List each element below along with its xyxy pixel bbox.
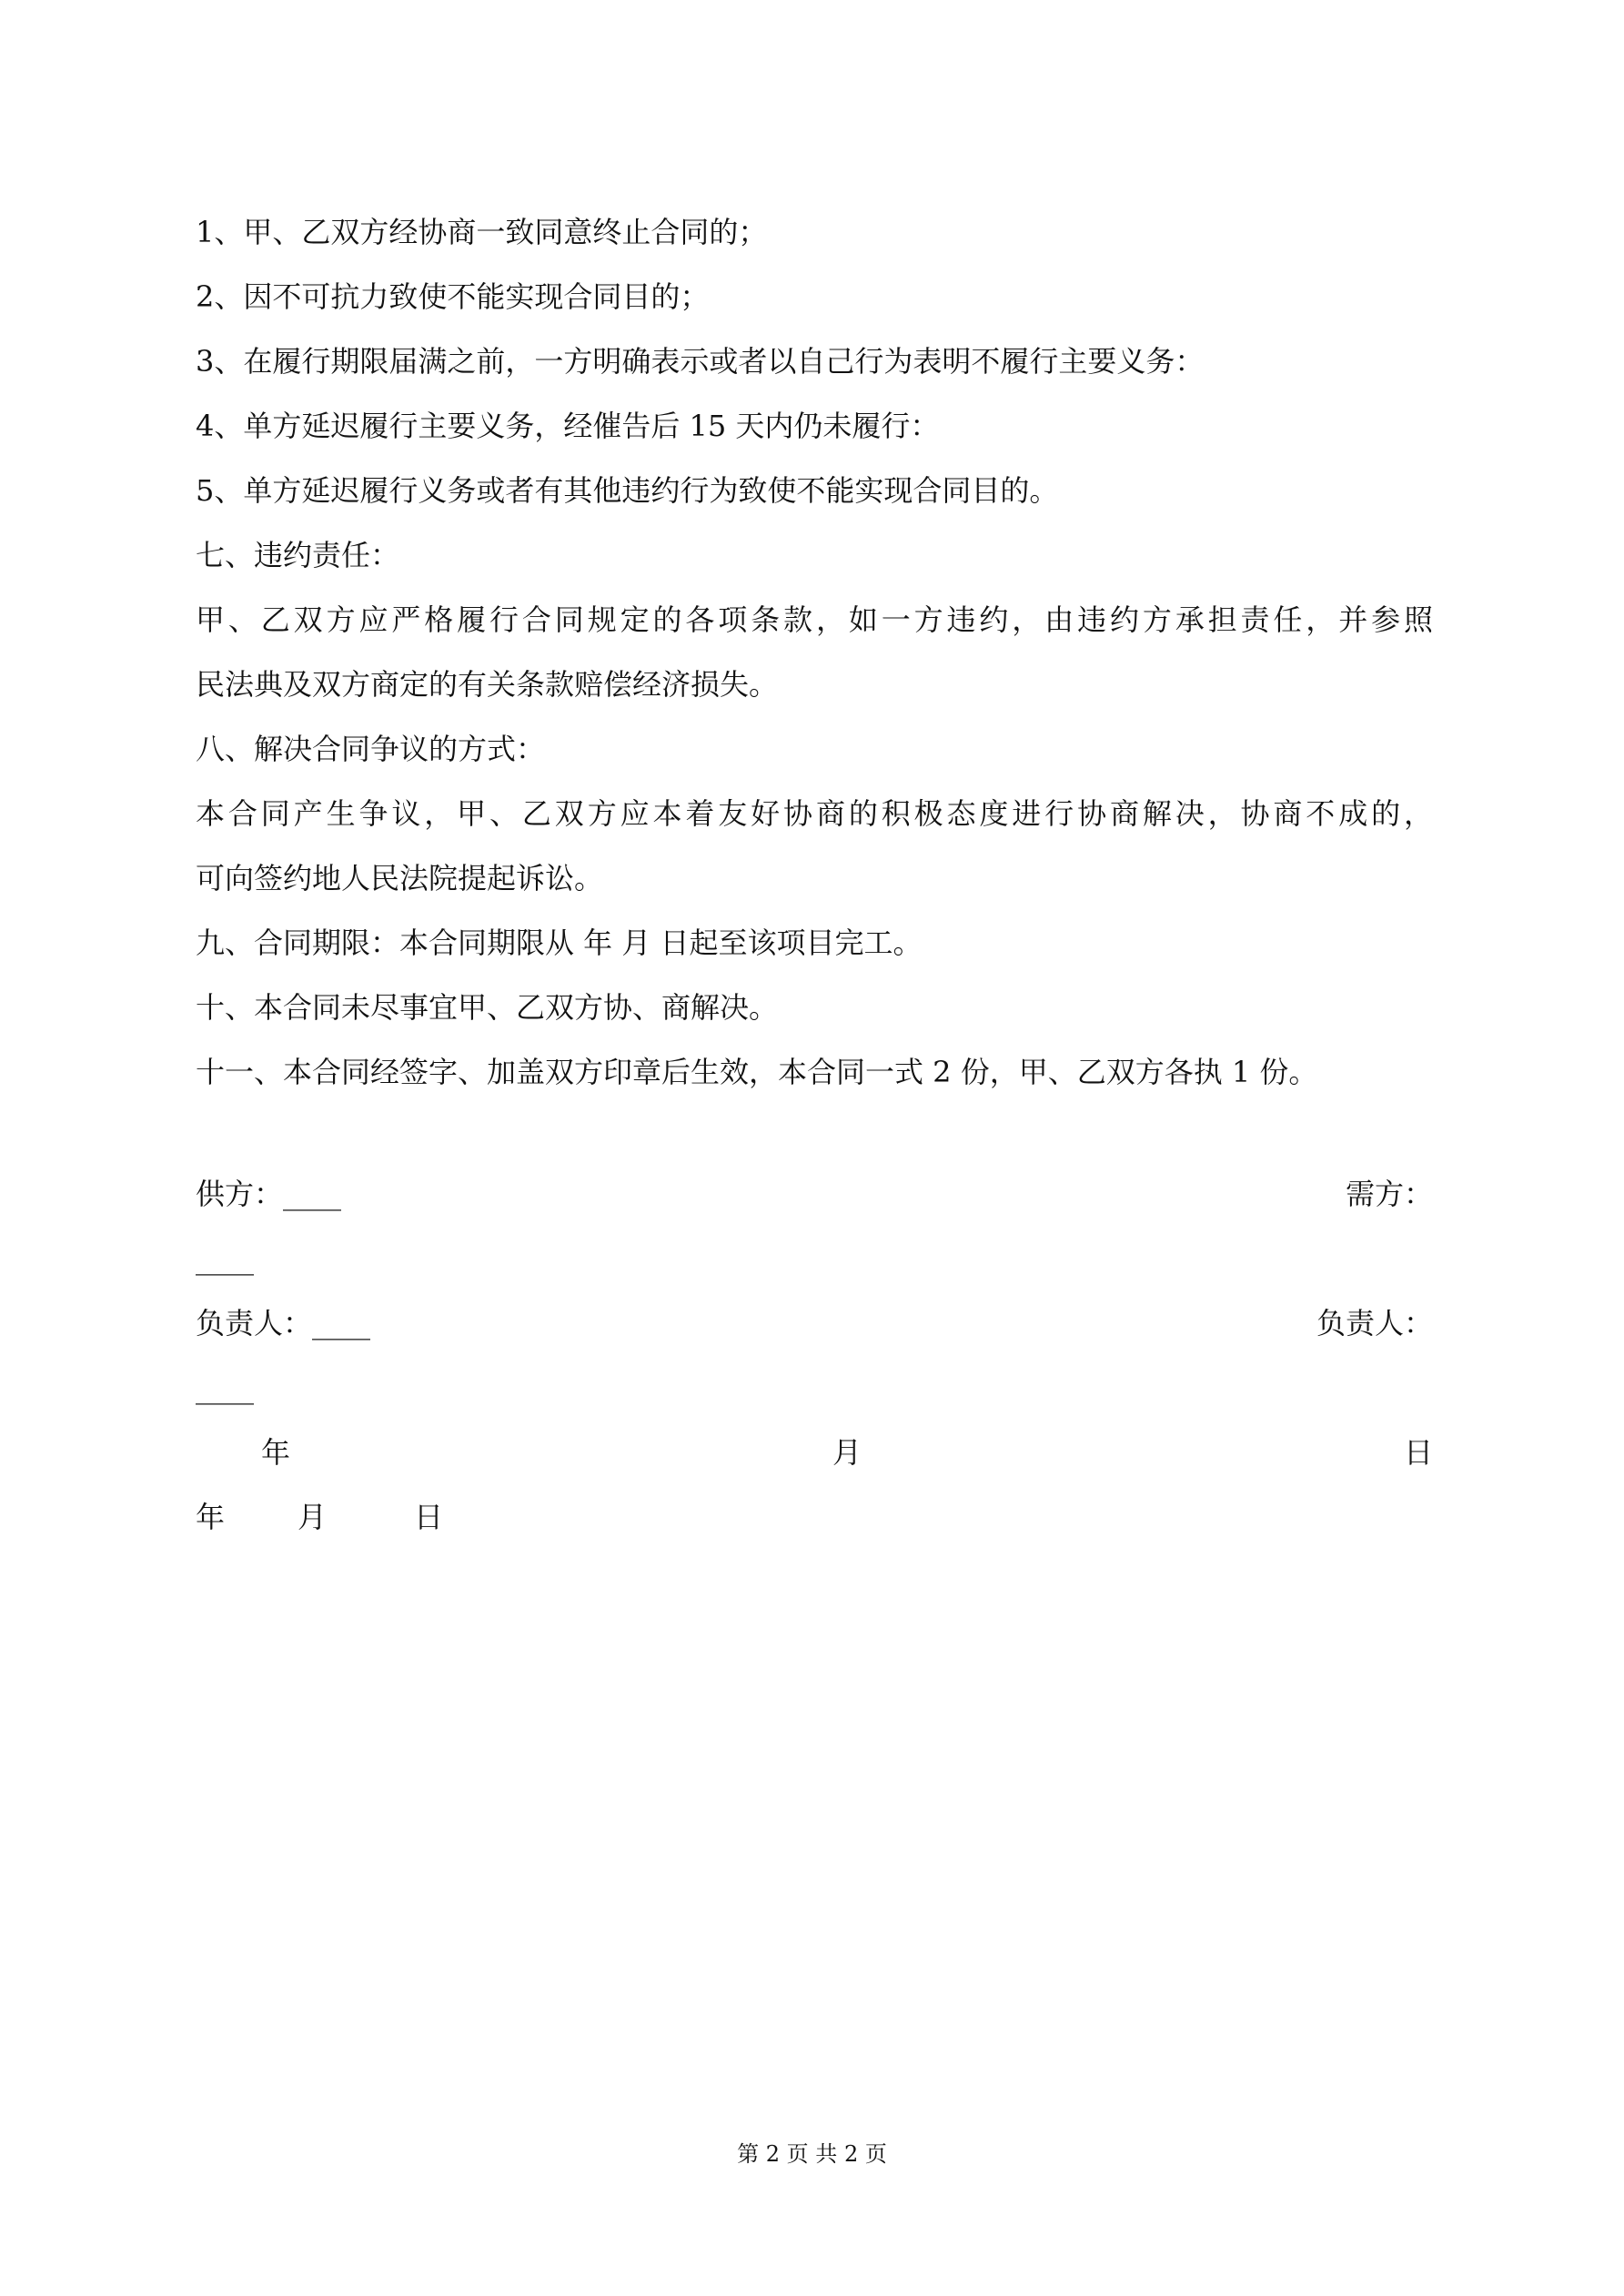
supplier-label: 供方：____ bbox=[196, 1177, 342, 1211]
signature-parties-row bbox=[196, 1162, 1433, 1227]
section-8-text-line-1: 本合同产生争议，甲、乙双方应本着友好协商的积极态度进行协商解决，协商不成的， bbox=[196, 796, 1433, 831]
termination-item-5: 5、单方延迟履行义务或者有其他违约行为致使不能实现合同目的。 bbox=[196, 473, 1059, 508]
section-10-other-matters: 十、本合同未尽事宜甲、乙双方协、商解决。 bbox=[196, 990, 779, 1025]
termination-item-1: 1、甲、乙双方经协商一致同意终止合同的； bbox=[196, 215, 768, 249]
date-row-2 bbox=[196, 1485, 1433, 1550]
signature-reps-row bbox=[196, 1291, 1433, 1356]
demander-rep-label: 负责人： bbox=[1316, 1306, 1433, 1340]
page-footer: 第 2 页 共 2 页 bbox=[737, 2141, 887, 2167]
section-7-heading: 七、违约责任： bbox=[196, 538, 400, 572]
demander-blank: ____ bbox=[196, 1241, 254, 1276]
termination-item-4: 4、单方延迟履行主要义务，经催告后 15 天内仍未履行： bbox=[196, 409, 940, 443]
section-7-text-line-2: 民法典及双方商定的有关条款赔偿经济损失。 bbox=[196, 667, 779, 702]
contract-body bbox=[196, 200, 1433, 1550]
section-7-text-line-1: 甲、乙双方应严格履行合同规定的各项条款，如一方违约，由违约方承担责任，并参照 bbox=[196, 602, 1433, 637]
date-month: 月 bbox=[832, 1435, 862, 1470]
supplier-rep-label: 负责人：____ bbox=[196, 1306, 371, 1340]
spacer bbox=[196, 1105, 1433, 1162]
date-day: 日 bbox=[1403, 1435, 1433, 1470]
section-8-text-line-2: 可向签约地人民法院提起诉讼。 bbox=[196, 861, 604, 895]
section-11-effectiveness: 十一、本合同经签字、加盖双方印章后生效，本合同一式 2 份，甲、乙双方各执 1 份。 bbox=[196, 1055, 1318, 1089]
section-8-heading: 八、解决合同争议的方式： bbox=[196, 732, 546, 766]
date-year: 年 bbox=[261, 1435, 291, 1470]
date-month-2: 月 bbox=[298, 1500, 328, 1534]
termination-item-3: 3、在履行期限届满之前，一方明确表示或者以自己行为表明不履行主要义务： bbox=[196, 344, 1205, 379]
termination-item-2: 2、因不可抗力致使不能实现合同目的； bbox=[196, 279, 710, 314]
section-9-term: 九、合同期限：本合同期限从 年 月 日起至该项目完工。 bbox=[196, 925, 923, 960]
date-row-1 bbox=[196, 1421, 1433, 1485]
demander-rep-blank: ____ bbox=[196, 1371, 254, 1405]
date-year-2: 年 bbox=[196, 1500, 226, 1534]
demander-label: 需方： bbox=[1345, 1177, 1433, 1211]
date-day-2: 日 bbox=[414, 1500, 444, 1534]
